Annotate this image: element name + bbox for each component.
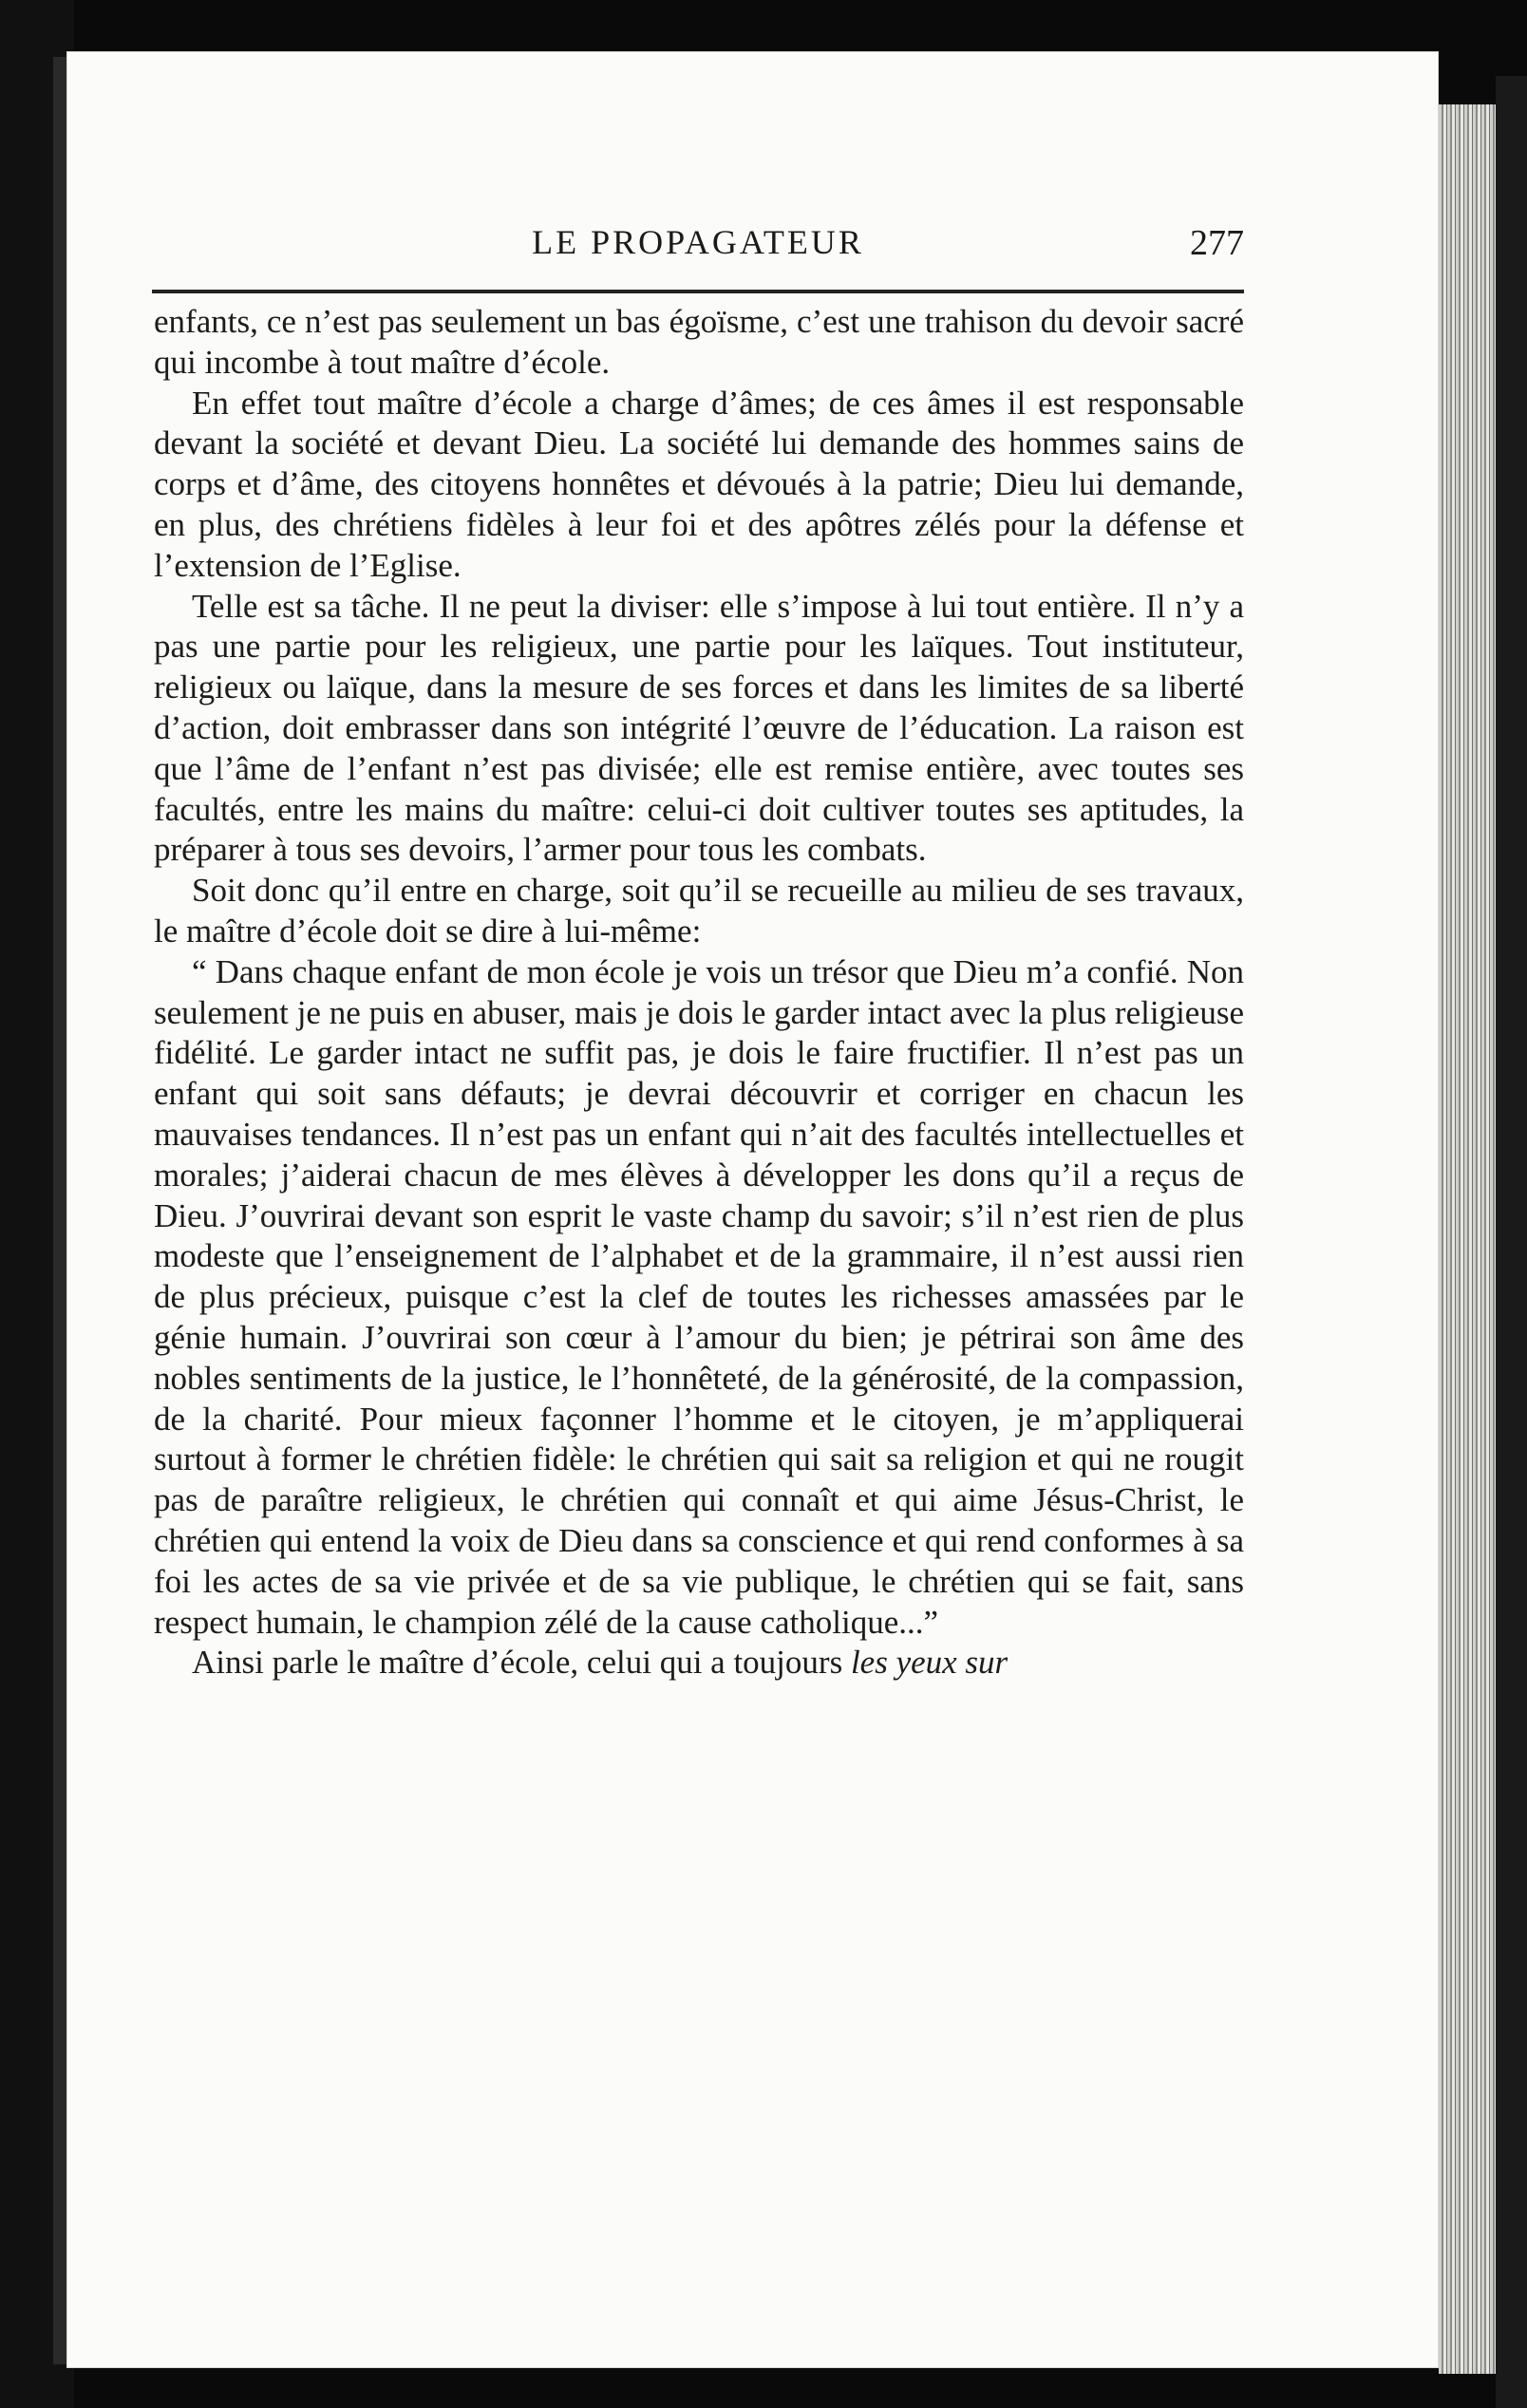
book-fore-edge — [1439, 104, 1496, 2374]
paragraph: Telle est sa tâche. Il ne peut la diviser: elle s’impose à lui tout entière. Il n’y a pas une partie pour les religieux, une partie pour les laïques. Tout instituteur, religieux ou laïque, dans la mesure de ses forces et dans les limites de sa liberté d’action, doit embrasser dans son intégrité l’œuvre de l’éducation. La raison est que l’âme de l’enfant n’est pas divisée; elle est remise entière, avec toutes ses facultés, entre les mains du maître: celui-ci doit cultiver toutes ses aptitudes, la préparer à tous ses devoirs, l’armer pour tous les combats. — [154, 587, 1244, 869]
running-title: LE PROPAGATEUR — [532, 223, 864, 261]
header-rule — [152, 290, 1244, 293]
paragraph: “ Dans chaque enfant de mon école je vois un trésor que Dieu m’a confié. Non seulement je ne puis en abuser, mais je dois le garder intact avec la plus religieuse fidélité. Le garder intact ne suffit pas, je dois le faire fructifier. Il n’est pas un enfant qui soit sans défauts; je devrai découvrir et corriger en chacun les mauvaises tendances. Il n’est pas un enfant qui n’ait des facultés intellectuelles et morales; j’aiderai chacun de mes élèves à développer les dons qu’il a reçus de Dieu. J’ouvrirai devant son esprit le vaste champ du savoir; s’il n’est rien de plus modeste que l’enseignement de l’alphabet et de la grammaire, il n’est aussi rien de plus précieux, puisque c’est la clef de toutes les richesses amassées par le génie humain. J’ouvrirai son cœur à l’amour du bien; je pétrirai son âme des nobles sentiments de la justice, le l’honnêteté, de la générosité, de la compassion, de la charité. Pour mieux façonner l’homme et le citoyen, je m’appliquerai surtout à former le chrétien fidèle: le chrétien qui sait sa religion et qui ne rougit pas de paraître religieux, le chrétien qui connaît et qui aime Jésus-Christ, le chrétien qui entend la voix de Dieu dans sa conscience et qui rend conformes à sa foi les actes de sa vie privée et de sa vie publique, le chrétien qui se fait, sans respect humain, le champion zélé de la cause catholique...” — [154, 952, 1244, 1641]
running-head — [152, 209, 1244, 275]
paragraph: En effet tout maître d’école a charge d’âmes; de ces âmes il est responsable devant la société et devant Dieu. La société lui demande des hommes sains de corps et d’âme, des citoyens honnêtes et dévoués à la patrie; Dieu lui demande, en plus, des chrétiens fidèles à leur foi et des apôtres zélés pour la défense et l’extension de l’Eglise. — [154, 384, 1244, 584]
scan-right-edge — [1496, 76, 1527, 2408]
last-line-italic: les yeux sur — [850, 1644, 1009, 1682]
body-text — [154, 302, 1244, 2097]
page-number: 277 — [1190, 223, 1244, 263]
paragraph: enfants, ce n’est pas seulement un bas égoïsme, c’est une trahison du devoir sacré qui incombe à tout maître d’école. — [154, 303, 1244, 381]
last-line-text: Ainsi parle le maître d’école, celui qui a toujours — [192, 1644, 843, 1682]
paragraph-last — [154, 1643, 1244, 1684]
scan-left-margin-shadow — [53, 57, 66, 2364]
paragraph: Soit donc qu’il entre en charge, soit qu’il se recueille au milieu de ses travaux, le maître d’école doit se dire à lui-même: — [154, 872, 1244, 950]
